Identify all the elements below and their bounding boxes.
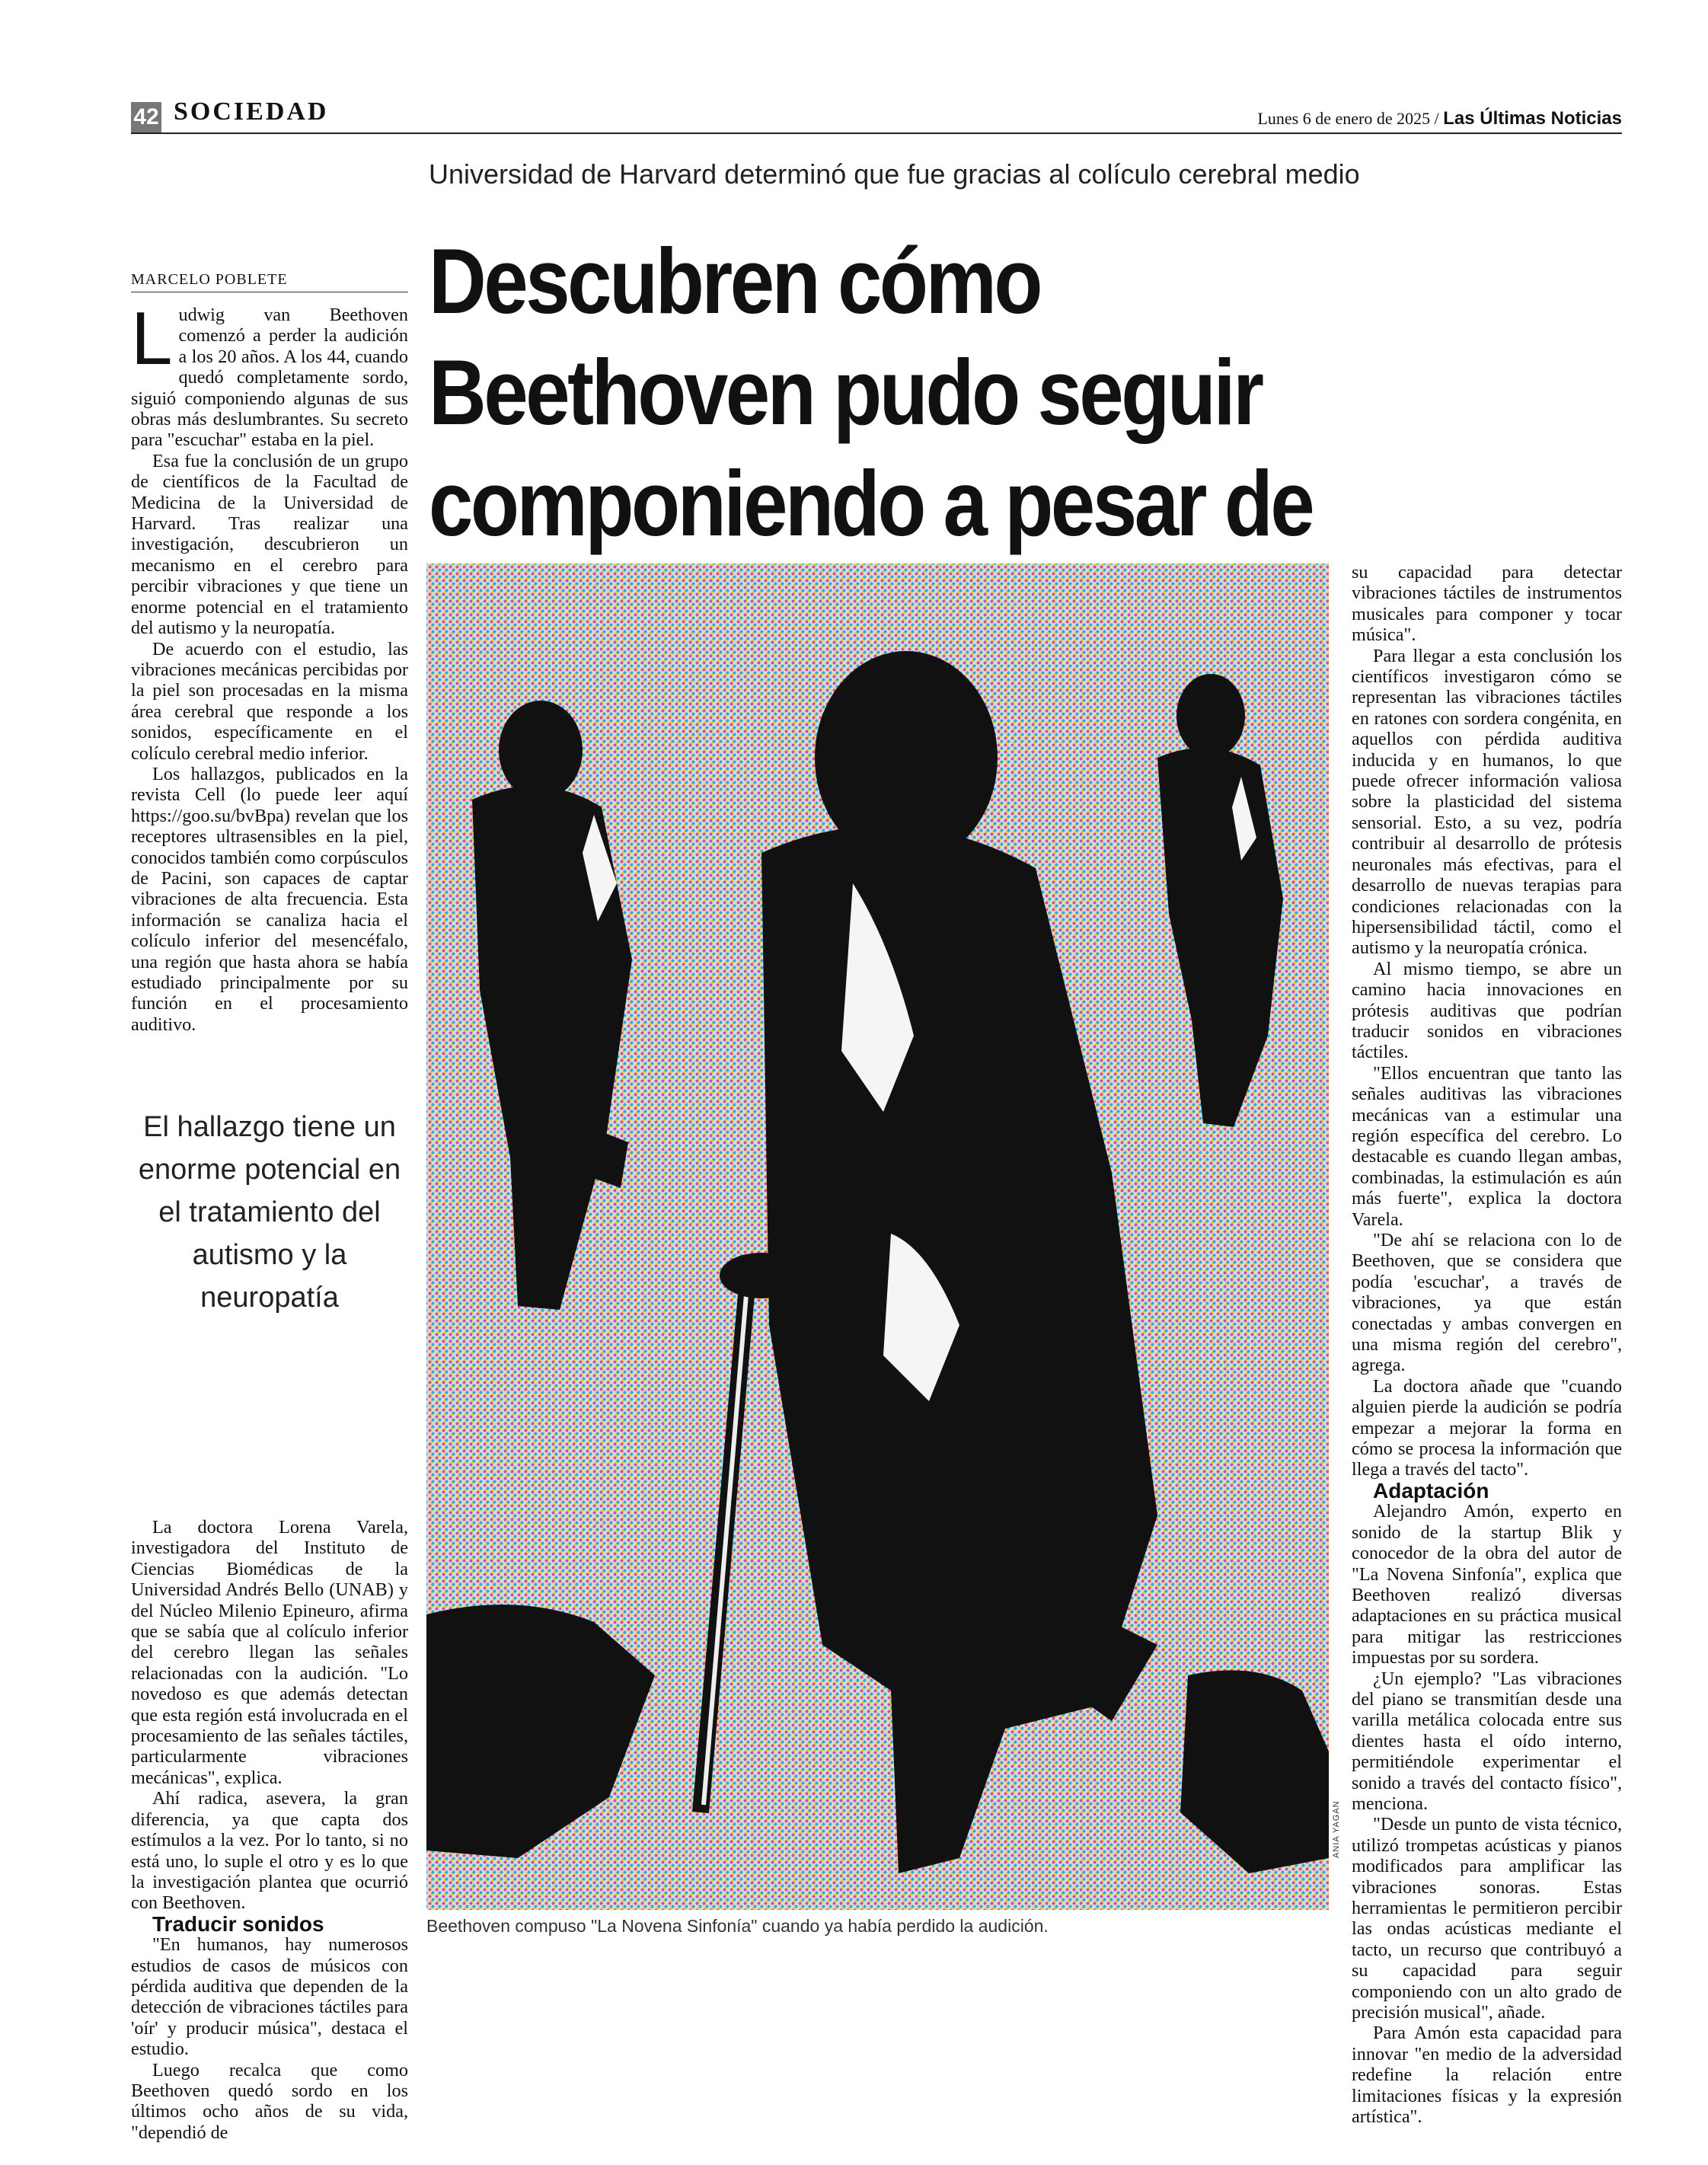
beethoven-silhouettes	[426, 564, 1329, 1910]
body-column-left-bottom	[131, 1517, 408, 2143]
pull-quote: El hallazgo tiene un enorme potencial en el tratamiento del autismo y la neuropatía	[138, 1111, 401, 1314]
body-column-left-top	[131, 296, 408, 1035]
body-paragraph: De acuerdo con el estudio, las vibraciones mecánicas percibidas por la piel son procesadas en la misma área cerebral que responde a los sonidos, específicamente en el colículo cerebral medio inferior.	[131, 638, 408, 764]
header-rule	[131, 133, 1622, 134]
dateline-separator: /	[1434, 109, 1439, 128]
body-paragraph: su capacidad para detectar vibraciones táctiles de instrumentos musicales para componer y tocar música".	[1352, 562, 1622, 646]
drop-cap: L	[131, 296, 173, 380]
beethoven-figure-bottom-left	[426, 1605, 655, 1858]
beethoven-figure-right	[1157, 674, 1283, 1127]
beethoven-figure-left	[472, 701, 632, 1310]
body-paragraph: Luego recalca que como Beethoven quedó sordo en los últimos ocho años de su vida, "dependió de	[131, 2059, 408, 2143]
section-title: SOCIEDAD	[174, 97, 329, 126]
body-paragraph: Los hallazgos, publicados en la revista Cell (lo puede leer aquí https://goo.su/bvBpa) revelan que los receptores ultrasensibles en la piel, conocidos también como corpúsculos de Pacini, son capaces de captar vibraciones de alta frecuencia. Esta información se canaliza hacia el colículo inferior del mesencéfalo, una región que hasta ahora se había estudiado principalmente por su función en el procesamiento auditivo.	[131, 763, 408, 1035]
body-paragraph: "Desde un punto de vista técnico, utilizó trompetas acústicas y pianos modificados para amplificar las vibraciones sonoras. Estas herramientas le permitieron percibir las ondas acústicas mediante el tacto, un recurso que contribuyó a su capacidad para seguir componiendo con un alto grado de precisión musical", añade.	[1352, 1814, 1622, 2023]
subhead-adaptacion: Adaptación	[1373, 1478, 1489, 1502]
body-paragraph: Para Amón esta capacidad para innovar "en medio de la adversidad redefine la relación entre limitaciones físicas y la expresión artística".	[1352, 2023, 1622, 2128]
body-paragraph: "En humanos, hay numerosos estudios de casos de músicos con pérdida auditiva que dependen de la detección de vibraciones táctiles para 'oír' y producir música", destaca el estudio.	[131, 1934, 408, 2060]
body-paragraph: La doctora añade que "cuando alguien pierde la audición se podría empezar a mejorar la forma en cómo se procesa la información que llega a través del tacto".	[1352, 1375, 1622, 1480]
body-paragraph: Esa fue la conclusión de un grupo de científicos de la Facultad de Medicina de la Universidad de Harvard. Tras realizar una investigación, descubrieron un mecanismo en el cerebro para percibir vibraciones y que tiene un enorme potencial en el tratamiento del autismo y la neuropatía.	[131, 450, 408, 639]
body-paragraph: Para llegar a esta conclusión los científicos investigaron cómo se representan las vibraciones táctiles en ratones con sordera congénita, en aquellos con pérdida auditiva inducida y en humanos, lo que puede ofrecer información valiosa sobre la plasticidad del sistema sensorial. Esto, a su vez, podría contribuir al desarrollo de prótesis neuronales más efectivas, para el desarrollo de nuevas terapias para condiciones relacionadas con la hipersensibilidad táctil, como el autismo y la neuropatía crónica.	[1352, 645, 1622, 959]
kicker: Universidad de Harvard determinó que fue gracias al colículo cerebral medio	[429, 158, 1360, 190]
body-paragraph: "De ahí se relaciona con lo de Beethoven, que se considera que podía 'escuchar', a través de vibraciones, ya que están conectadas y ambas convergen en una misma región del cerebro", agrega.	[1352, 1230, 1622, 1376]
beethoven-figure-center	[761, 651, 1157, 1873]
body-paragraph: ¿Un ejemplo? "Las vibraciones del piano se transmitían desde una varilla metálica colocada entre sus dientes hasta el oído interno, permitiéndole experimentar el sonido a través del contacto físico", menciona.	[1352, 1668, 1622, 1814]
subhead-traducir-sonidos: Traducir sonidos	[152, 1911, 324, 1936]
headline: Descubren cómo Beethoven pudo seguir componiendo a pesar de	[429, 229, 1313, 555]
body-paragraph: Ahí radica, asevera, la gran diferencia, ya que capta dos estímulos a la vez. Por lo tanto, si no está uno, lo suple el otro y es lo que la investigación plantea que ocurrió con Beethoven.	[131, 1788, 408, 1914]
dateline	[1257, 108, 1622, 129]
photo-credit: ANIA YAGAN	[1332, 1800, 1341, 1858]
beethoven-figure-bottom-right	[1180, 1670, 1329, 1873]
page-number: 42	[131, 102, 161, 133]
photo-caption: Beethoven compuso "La Novena Sinfonía" cuando ya había perdido la audición.	[426, 1916, 1049, 1936]
body-paragraph: Alejandro Amón, experto en sonido de la startup Blik y conocedor de la obra del autor de "La Novena Sinfonía", explica que Beethoven realizó diversas adaptaciones en su práctica musical para mitigar las restricciones impuestas por su sordera.	[1352, 1501, 1622, 1668]
publication-name: Las Últimas Noticias	[1443, 108, 1622, 129]
beethoven-illustration	[426, 564, 1329, 1910]
issue-date: Lunes 6 de enero de 2025	[1257, 109, 1431, 128]
body-paragraph: "Ellos encuentran que tanto las señales auditivas las vibraciones mecánicas van a estimular una región específica del cerebro. Lo destacable es cuando llegan ambas, combinadas, la estimulación es aún más fuerte", explica la doctora Varela.	[1352, 1062, 1622, 1230]
body-paragraph: La doctora Lorena Varela, investigadora del Instituto de Ciencias Biomédicas de la Universidad Andrés Bello (UNAB) y del Núcleo Milenio Epineuro, afirma que se sabía que al colículo inferior del cerebro llegan las señales relacionadas con la audición. "Lo novedoso es que además detectan que esta región está involucrada en el procesamiento de las señales táctiles, particularmente vibraciones mecánicas", explica.	[131, 1517, 408, 1788]
body-paragraph: Al mismo tiempo, se abre un camino hacia innovaciones en prótesis auditivas que podrían traducir sonidos en vibraciones táctiles.	[1352, 958, 1622, 1063]
body-paragraph: Ludwig van Beethoven comenzó a perder la audición a los 20 años. A los 44, cuando quedó completamente sordo, siguió componiendo algunas de sus obras más deslumbrantes. Su secreto para "escuchar" estaba en la piel.	[131, 296, 408, 451]
byline: MARCELO POBLETE	[131, 271, 408, 292]
body-column-right	[1352, 562, 1622, 2127]
